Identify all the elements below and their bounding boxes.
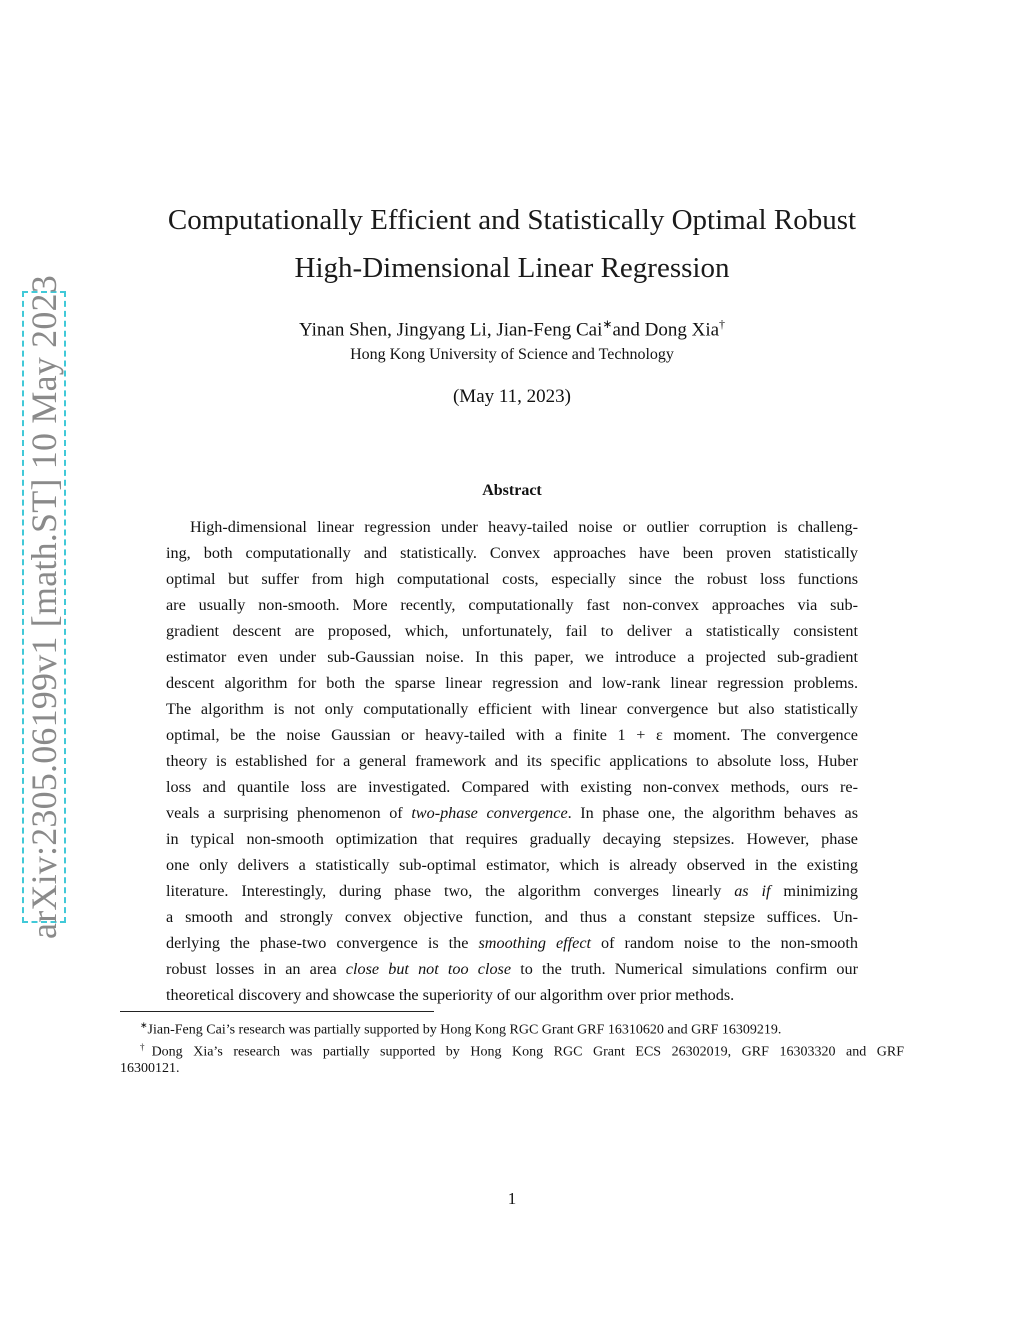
abstract-heading: Abstract: [482, 482, 542, 499]
title-line-2: High-Dimensional Linear Regression: [294, 252, 730, 284]
abstract-line: High-dimensional linear regression under heavy-tailed noise or outlier corruption is challeng-: [190, 518, 858, 536]
abstract-line: [166, 800, 858, 826]
abstract-line: descent algorithm for both the sparse linear regression and low-rank linear regression problems.: [166, 674, 858, 692]
abstract-text: of random noise to the non-smooth: [591, 934, 858, 952]
page-number: 1: [507, 1189, 517, 1208]
abstract-text: minimizing: [770, 882, 858, 900]
abstract-text: . In phase one, the algorithm behaves as: [567, 804, 858, 822]
abstract-emphasis: two-phase convergence: [411, 804, 568, 822]
author-star-mark: ∗: [602, 317, 613, 331]
author-dagger-mark: †: [719, 317, 726, 331]
author-names-part-1: Yinan Shen, Jingyang Li, Jian-Feng Cai: [298, 319, 603, 341]
abstract-line: [166, 956, 858, 982]
abstract-text: derlying the phase-two convergence is the: [166, 934, 479, 952]
abstract-line: a smooth and strongly convex objective function, and thus a constant stepsize suffices. Un-: [166, 908, 858, 926]
abstract-line: estimator even under sub-Gaussian noise. In this paper, we introduce a projected sub-gradient: [166, 648, 858, 666]
abstract-line: in typical non-smooth optimization that requires gradually decaying stepsizes. However, phase: [166, 830, 858, 848]
paper-title: [120, 196, 904, 292]
abstract-emphasis: smoothing effect: [478, 934, 592, 952]
footnote-2-continuation: 16300121.: [120, 1061, 180, 1076]
abstract-line: [166, 930, 858, 956]
arxiv-stamp: arXiv:2305.06199v1 [math.ST] 10 May 2023: [24, 275, 64, 939]
footnote-1: [120, 1014, 904, 1036]
abstract-line: [166, 878, 858, 904]
abstract-line: loss and quantile loss are investigated. Compared with existing non-convex methods, ours re-: [166, 778, 858, 796]
abstract-body: [166, 514, 858, 1008]
abstract-line: theory is established for a general framework and its specific applications to absolute loss, Huber: [166, 752, 858, 770]
abstract-line: optimal, be the noise Gaussian or heavy-tailed with a finite 1 + ε moment. The convergence: [166, 726, 858, 744]
abstract-emphasis: as if: [734, 882, 771, 900]
abstract-text: veals a surprising phenomenon of: [166, 804, 412, 822]
abstract-text: to the truth. Numerical simulations confirm our: [511, 960, 858, 978]
footnote-1-mark: ∗: [140, 1020, 148, 1030]
title-line-1: Computationally Efficient and Statistically Optimal Robust: [167, 204, 857, 236]
footnotes: [120, 1014, 904, 1080]
footnote-2: [120, 1036, 904, 1058]
abstract-line: The algorithm is not only computationally efficient with linear convergence but also statistically: [166, 700, 858, 718]
abstract-text: robust losses in an area: [166, 960, 346, 978]
abstract-line: gradient descent are proposed, which, unfortunately, fail to deliver a statistically consistent: [166, 622, 858, 640]
paper-date: (May 11, 2023): [452, 386, 572, 407]
author-names-part-2: and Dong Xia: [612, 319, 720, 341]
footnote-2-mark: †: [140, 1042, 152, 1052]
footnote-2-text: Dong Xia’s research was partially supported by Hong Kong RGC Grant ECS 26302019, GRF 16303320 and GRF: [151, 1044, 905, 1060]
abstract-line: theoretical discovery and showcase the superiority of our algorithm over prior methods.: [166, 986, 735, 1004]
abstract-line: optimal but suffer from high computational costs, especially since the robust loss functions: [166, 570, 858, 588]
abstract-line: ing, both computationally and statistically. Convex approaches have been proven statistically: [166, 544, 858, 562]
affiliation: Hong Kong University of Science and Technology: [350, 346, 674, 363]
author-list: [120, 312, 904, 342]
footnote-rule: [120, 1011, 434, 1012]
abstract-text: literature. Interestingly, during phase two, the algorithm converges linearly: [166, 882, 735, 900]
abstract-line: one only delivers a statistically sub-optimal estimator, which is already observed in the existing: [166, 856, 858, 874]
abstract-emphasis: close but not too close: [345, 960, 512, 978]
footnote-1-text: Jian-Feng Cai’s research was partially supported by Hong Kong RGC Grant GRF 16310620 and GRF 16309219.: [147, 1022, 782, 1038]
abstract-line: are usually non-smooth. More recently, computationally fast non-convex approaches via sub-: [166, 596, 858, 614]
